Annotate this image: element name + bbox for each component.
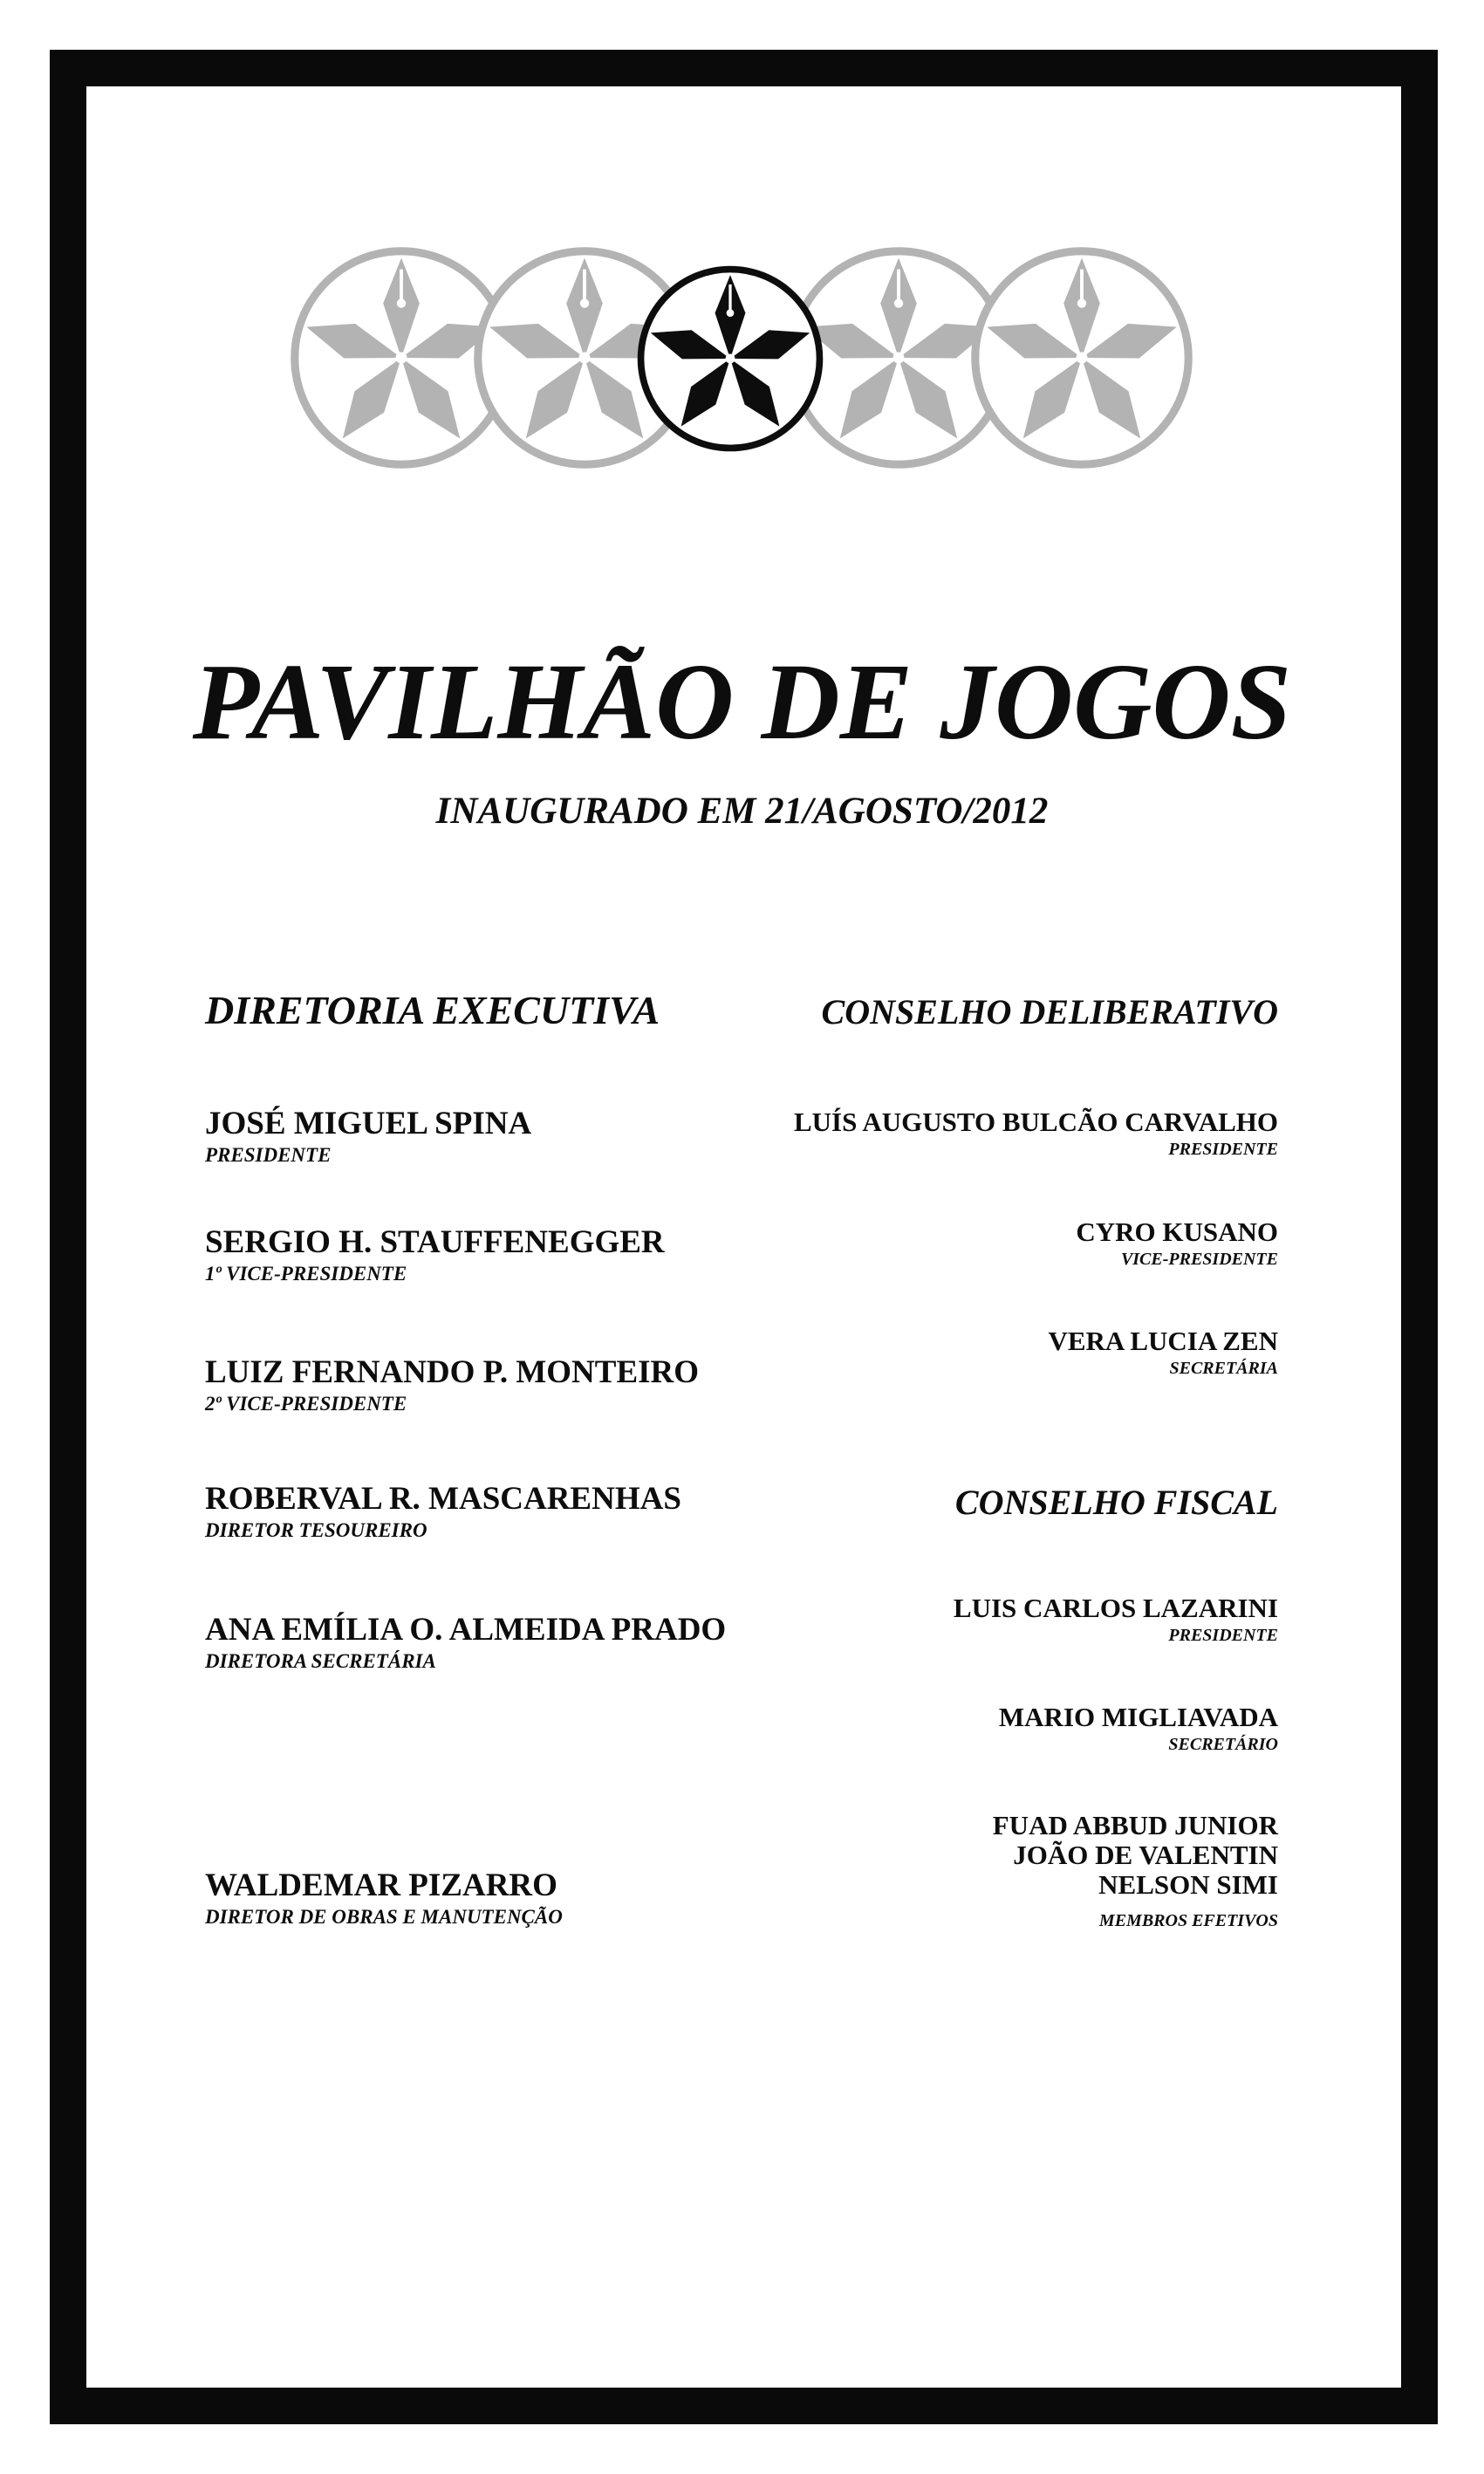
member-role: DIRETORA SECRETÁRIA: [205, 1650, 436, 1672]
flower-emblem-icon: [635, 264, 825, 454]
executive-member: [205, 1225, 665, 1288]
inauguration-date: INAUGURADO EM 21/AGOSTO/2012: [435, 791, 1049, 832]
member-name: VERA LUCIA ZEN: [1048, 1326, 1278, 1356]
member-name: WALDEMAR PIZARRO: [205, 1867, 557, 1903]
member-name: NELSON SIMI: [1098, 1869, 1278, 1900]
member-name: ANA EMÍLIA O. ALMEIDA PRADO: [205, 1612, 727, 1648]
member-name: ROBERVAL R. MASCARENHAS: [205, 1481, 681, 1517]
member-role: MEMBROS EFETIVOS: [1098, 1911, 1278, 1930]
member-role: 2º VICE-PRESIDENTE: [205, 1393, 407, 1415]
member-role: DIRETOR DE OBRAS E MANUTENÇÃO: [205, 1906, 563, 1928]
deliberative-heading: CONSELHO DELIBERATIVO: [821, 992, 1278, 1031]
member-name: MARIO MIGLIAVADA: [998, 1702, 1278, 1732]
member-role: DIRETOR TESOUREIRO: [205, 1519, 427, 1541]
member-name: FUAD ABBUD JUNIOR: [992, 1810, 1278, 1840]
flower-emblem-icon: [968, 244, 1195, 471]
executive-member: [205, 1355, 699, 1418]
member-role: PRESIDENTE: [205, 1144, 332, 1166]
member-role: SECRETÁRIA: [1169, 1359, 1278, 1378]
executive-member: [205, 1482, 681, 1545]
member-role: 1º VICE-PRESIDENTE: [205, 1263, 407, 1285]
deliberative-member: [1048, 1326, 1278, 1381]
emblem-row: [279, 244, 1204, 506]
fiscal-heading: CONSELHO FISCAL: [954, 1483, 1278, 1522]
executive-member: [205, 1107, 531, 1169]
member-name: LUIS CARLOS LAZARINI: [953, 1593, 1278, 1623]
executive-member: [205, 1868, 563, 1931]
member-name: LUÍS AUGUSTO BULCÃO CARVALHO: [793, 1107, 1278, 1137]
member-name: CYRO KUSANO: [1076, 1216, 1278, 1247]
executive-heading: DIRETORIA EXECUTIVA: [205, 988, 660, 1032]
fiscal-effective-members: [993, 1811, 1278, 1933]
member-role: SECRETÁRIO: [1168, 1735, 1278, 1754]
page-title: PAVILHÃO DE JOGOS: [192, 642, 1292, 763]
member-role: VICE-PRESIDENTE: [1120, 1250, 1278, 1269]
member-role: PRESIDENTE: [1168, 1140, 1278, 1159]
member-name: JOSÉ MIGUEL SPINA: [205, 1106, 532, 1141]
executive-member: [205, 1613, 726, 1676]
member-name: LUIZ FERNANDO P. MONTEIRO: [205, 1354, 700, 1390]
fiscal-member: [954, 1593, 1278, 1648]
deliberative-member: [1076, 1217, 1278, 1271]
member-name: JOÃO DE VALENTIN: [1013, 1840, 1278, 1870]
member-name: SERGIO H. STAUFFENEGGER: [205, 1224, 665, 1260]
member-role: PRESIDENTE: [1168, 1626, 1278, 1645]
fiscal-member: [999, 1703, 1278, 1757]
deliberative-member: [794, 1107, 1278, 1162]
